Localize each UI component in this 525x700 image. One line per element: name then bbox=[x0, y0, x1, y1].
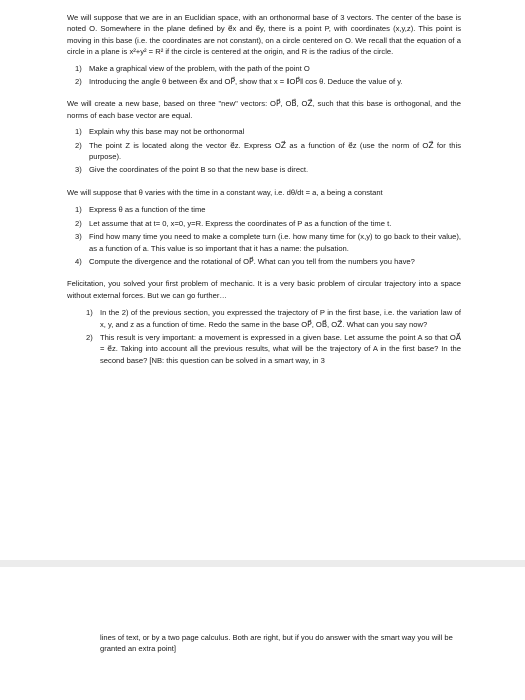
list-item bbox=[75, 218, 461, 229]
item-number: 2) bbox=[86, 332, 93, 342]
intro-paragraph: We will suppose that we are in an Euclidian space, with an orthonormal base of 3 vectors. The center of the base is noted O. Somewhere in the plane defined by e⃗x and e⃗y, there is a point P, with coordinates (x,y,z). This point is moving in this base (i.e. the coordinates are not constant), on a circle centered on O. We recall that the equation of a circle in a plane is x²+y² = R² if the circle is centered at the origin, and R is the radius of the circle. bbox=[67, 13, 461, 57]
question-list-3 bbox=[67, 204, 461, 267]
list-item bbox=[86, 307, 461, 330]
list-item bbox=[75, 76, 461, 87]
item-text: The point Z is located along the vector e⃗z. Express OZ⃗ as a function of e⃗z (use the norm of OZ⃗ for this purpose). bbox=[89, 140, 461, 162]
item-number: 1) bbox=[75, 63, 82, 73]
question-list-2 bbox=[67, 126, 461, 176]
list-item bbox=[75, 164, 461, 175]
item-text: Find how many time you need to make a complete turn (i.e. how many time for (x,y) to go back to their value), as a function of a. This value is so important that it has a name: the pulsation. bbox=[89, 232, 461, 253]
item-text: Let assume that at t= 0, x=0, y=R. Express the coordinates of P as a function of the time t. bbox=[89, 218, 392, 228]
item-number: 2) bbox=[75, 140, 82, 150]
item-text: Make a graphical view of the problem, with the path of the point O bbox=[89, 63, 310, 73]
list-item bbox=[86, 332, 461, 366]
item-number: 2) bbox=[75, 77, 82, 87]
item-number: 1) bbox=[75, 205, 82, 215]
list-item bbox=[75, 256, 461, 267]
item-number: 1) bbox=[86, 308, 93, 318]
item-number: 4) bbox=[75, 256, 82, 266]
item-number: 2) bbox=[75, 218, 82, 228]
item-text: Compute the divergence and the rotational of OP⃗. What can you tell from the numbers you have? bbox=[89, 256, 415, 266]
list-item bbox=[75, 140, 461, 163]
continuation-text: lines of text, or by a two page calculus. Both are right, but if you do answer with the smart way you will be granted an extra point] bbox=[100, 633, 453, 654]
item-number: 3) bbox=[75, 165, 82, 175]
item-text: Express θ as a function of the time bbox=[89, 205, 206, 215]
item-text: In the 2) of the previous section, you expressed the trajectory of P in the first base, i.e. the variation law of x, y, and z as a function of time. Redo the same in the base OP⃗, OB⃗, OZ⃗. What can you say now? bbox=[100, 308, 461, 329]
item-number: 3) bbox=[75, 232, 82, 242]
item-text: Introducing the angle θ between e⃗x and OP⃗, show that x = ‖OP⃗‖ cos θ. Deduce the value of y. bbox=[89, 77, 403, 87]
list-item bbox=[75, 231, 461, 254]
question-list-4 bbox=[67, 307, 461, 366]
item-text: This result is very important: a movement is expressed in a given base. Let assume the point A so that OA⃗ = e⃗z. Taking into account all the previous results, what will be the trajectory of A in the first base? In the second base? [NB: this question can be solved in a smart way, in 3 bbox=[100, 332, 461, 365]
list-item bbox=[75, 204, 461, 215]
page-2 bbox=[0, 567, 525, 700]
felicitation-paragraph: Felicitation, you solved your first problem of mechanic. It is a very basic problem of circular trajectory into a space without external forces. But we can go further… bbox=[67, 279, 461, 300]
item-text: Explain why this base may not be orthonormal bbox=[89, 127, 245, 137]
time-paragraph: We will suppose that θ varies with the time in a constant way, i.e. dθ/dt = a, a being a constant bbox=[67, 187, 383, 197]
item-text: Give the coordinates of the point B so that the new base is direct. bbox=[89, 165, 309, 175]
item-number: 1) bbox=[75, 127, 82, 137]
list-item bbox=[75, 126, 461, 137]
page-2-content bbox=[100, 632, 460, 655]
new-base-paragraph: We will create a new base, based on three "new" vectors: OP⃗, OB⃗, OZ⃗, such that this base is orthogonal, and the norms of each base vector are equal. bbox=[67, 99, 461, 120]
page-1-content bbox=[67, 12, 461, 368]
question-list-1 bbox=[67, 63, 461, 88]
list-item bbox=[75, 63, 461, 74]
